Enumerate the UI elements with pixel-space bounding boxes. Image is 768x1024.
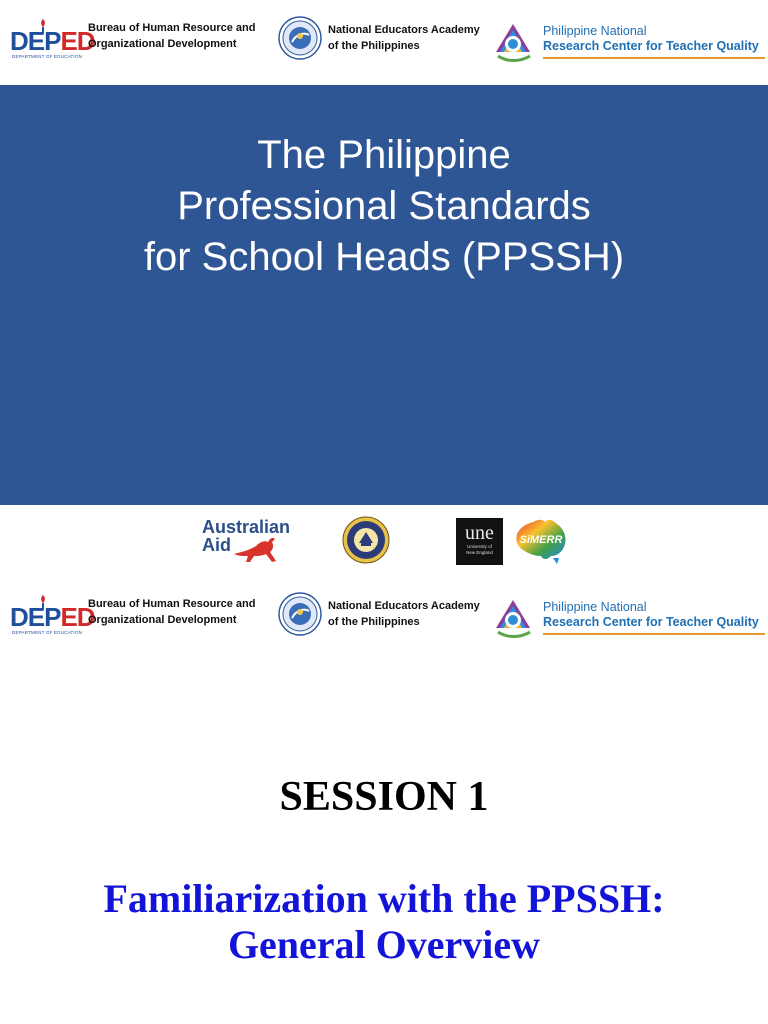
bureau-line-2: Organizational Development bbox=[88, 614, 237, 626]
title-line-3: for School Heads (PPSSH) bbox=[143, 235, 625, 279]
deped-dep: DEP bbox=[10, 26, 61, 56]
rctq-underline bbox=[543, 633, 765, 635]
header-logos-slide-2 bbox=[0, 588, 768, 652]
ausaid-line-2: Aid bbox=[202, 535, 231, 555]
deped-ed: ED bbox=[60, 602, 95, 632]
deped-logo bbox=[10, 594, 95, 638]
une-small-1: University of bbox=[467, 544, 492, 549]
bureau-name bbox=[88, 596, 255, 628]
neap-seal-icon bbox=[278, 16, 322, 60]
session-heading: SESSION 1 bbox=[279, 774, 489, 820]
neap-seal-icon bbox=[278, 592, 322, 636]
neap-line-1: National Educators Academy bbox=[328, 24, 480, 36]
rctq-name bbox=[543, 600, 759, 630]
rctq-logo-icon bbox=[492, 22, 534, 62]
neap-line-2: of the Philippines bbox=[328, 40, 420, 52]
kangaroo-icon bbox=[232, 534, 284, 564]
ausaid-line-1: Australian bbox=[202, 517, 291, 537]
subtitle-line-1: Familiarization with the PPSSH: bbox=[103, 876, 665, 921]
rctq-line-2: Research Center for Teacher Quality bbox=[543, 39, 759, 53]
pnu-seal-icon bbox=[342, 516, 390, 564]
rctq-line-1: Philippine National bbox=[543, 600, 647, 614]
une-small-2: New England bbox=[466, 550, 493, 555]
bureau-line-1: Bureau of Human Resource and bbox=[88, 22, 256, 34]
rctq-underline bbox=[543, 57, 765, 59]
subtitle-line-2: General Overview bbox=[227, 922, 541, 967]
neap-name bbox=[328, 598, 480, 630]
rctq-line-1: Philippine National bbox=[543, 24, 647, 38]
header-logos-slide-1 bbox=[0, 12, 768, 76]
bureau-line-2: Organizational Development bbox=[88, 38, 237, 50]
session-subtitle bbox=[0, 876, 768, 968]
deped-ed: ED bbox=[60, 26, 95, 56]
partner-logos bbox=[0, 510, 768, 570]
une-logo bbox=[456, 518, 503, 565]
title-line-2: Professional Standards bbox=[177, 184, 591, 228]
deped-dep: DEP bbox=[10, 602, 61, 632]
rctq-line-2: Research Center for Teacher Quality bbox=[543, 615, 759, 629]
simerr-logo-icon bbox=[513, 516, 569, 566]
deped-logo bbox=[10, 18, 95, 62]
rctq-logo-icon bbox=[492, 598, 534, 638]
simerr-text: SiMERR bbox=[519, 534, 563, 546]
neap-line-2: of the Philippines bbox=[328, 616, 420, 628]
une-wordmark: une bbox=[465, 522, 494, 544]
deped-subtext: DEPARTMENT OF EDUCATION bbox=[12, 630, 83, 635]
rctq-name bbox=[543, 24, 759, 54]
deped-subtext: DEPARTMENT OF EDUCATION bbox=[12, 54, 83, 59]
neap-name bbox=[328, 22, 480, 54]
slide-title bbox=[0, 130, 768, 283]
neap-line-1: National Educators Academy bbox=[328, 600, 480, 612]
title-line-1: The Philippine bbox=[257, 133, 511, 177]
bureau-name bbox=[88, 20, 255, 52]
bureau-line-1: Bureau of Human Resource and bbox=[88, 598, 256, 610]
